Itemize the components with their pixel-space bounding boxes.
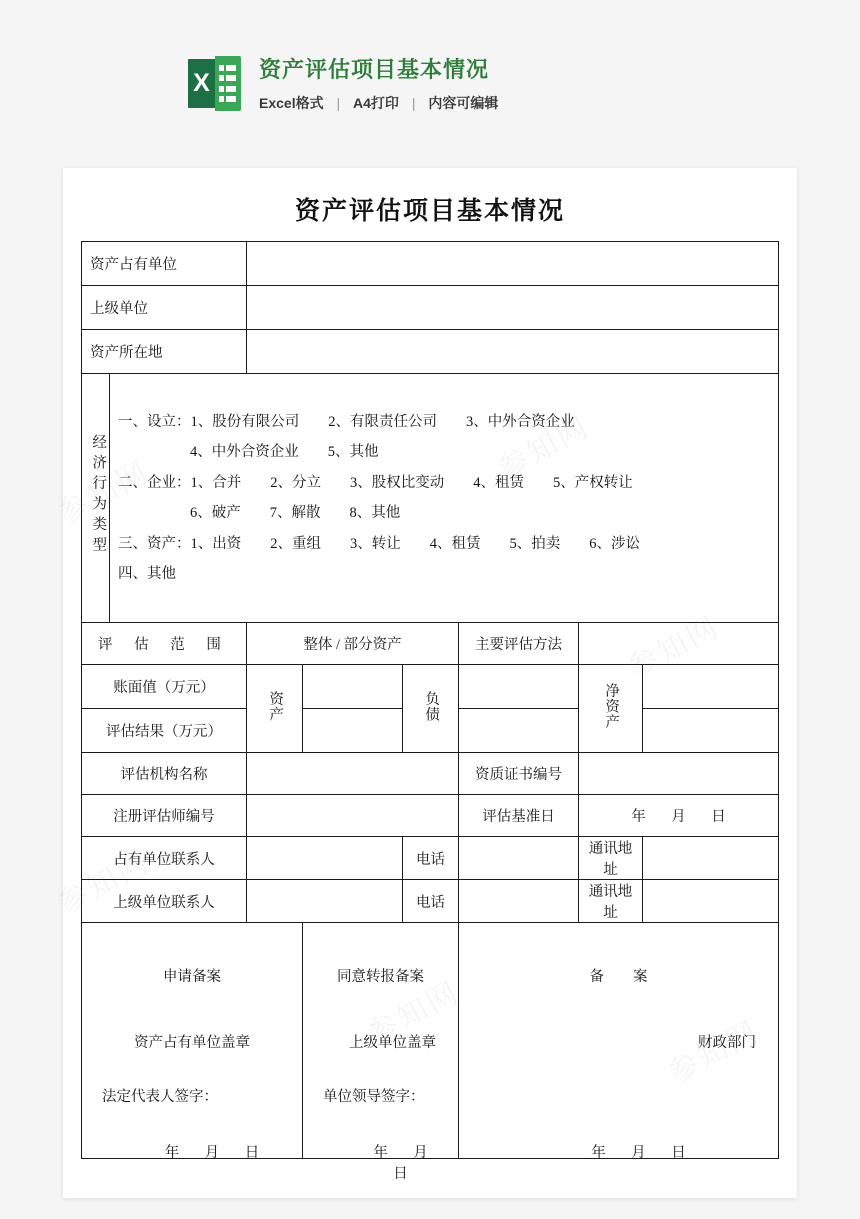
economic-behavior-vertical-label <box>81 374 109 623</box>
holder-phone-value[interactable] <box>458 837 578 880</box>
appraiser-no-value[interactable] <box>246 795 458 837</box>
liability-label <box>402 665 458 753</box>
header-sub-separator: | <box>336 95 341 111</box>
parent-address-label: 通讯地址 <box>578 880 642 923</box>
parent-unit-value[interactable] <box>246 286 778 330</box>
appraiser-no-label: 注册评估师编号 <box>81 795 246 837</box>
eco-items: 6、破产 7、解散 8、其他 <box>189 505 401 521</box>
header-inner <box>188 55 498 112</box>
eco-prefix: 二、企业： <box>117 474 191 491</box>
book-liability-value[interactable] <box>458 665 578 709</box>
excel-icon-grid-row <box>219 65 236 71</box>
result-liability-value[interactable] <box>458 709 578 753</box>
book-net-value[interactable] <box>642 665 778 709</box>
table-row-holder-contact <box>81 837 778 880</box>
holder-unit-label: 资产占有单位 <box>81 242 246 286</box>
excel-icon-grid-row <box>219 75 236 81</box>
record-seal-line: 上级单位盖章 <box>348 1035 436 1051</box>
economic-behavior-line <box>118 437 770 468</box>
record-date-month: 月 <box>631 1145 646 1161</box>
economic-behavior-options <box>109 374 778 623</box>
record-date-month: 月 <box>204 1145 220 1161</box>
record-seal-line: 资产占有单位盖章 <box>133 1035 250 1051</box>
document-sheet <box>63 168 797 1198</box>
table-row-records <box>81 923 778 1159</box>
eco-items: 1、出资 2、重组 3、转让 4、租赁 5、拍卖 6、涉讼 <box>190 535 640 552</box>
record-date-year: 年 <box>164 1145 180 1161</box>
table-row-appraiser <box>81 795 778 837</box>
result-net-value[interactable] <box>642 709 778 753</box>
table-row-economic-behavior <box>81 374 778 623</box>
record-date-year: 年 <box>373 1145 388 1161</box>
header-sub-separator: | <box>411 95 416 111</box>
base-date-label: 评估基准日 <box>458 795 578 837</box>
asset-appraisal-form <box>81 241 779 1182</box>
record-date[interactable] <box>467 1141 770 1162</box>
parent-unit-label: 上级单位 <box>81 286 246 330</box>
header-subtitle <box>259 94 498 112</box>
parent-phone-value[interactable] <box>458 880 578 923</box>
holder-contact-label: 占有单位联系人 <box>81 837 246 880</box>
economic-behavior-line <box>118 498 770 529</box>
result-value-label: 评估结果（万元） <box>81 709 246 753</box>
economic-behavior-line <box>118 559 770 590</box>
header-title: 资产评估项目基本情况 <box>259 57 490 82</box>
result-asset-value[interactable] <box>302 709 402 753</box>
record-date-ymd <box>579 1141 699 1162</box>
economic-behavior-vertical-text: 经济行为类型 <box>90 434 107 557</box>
cert-no-label: 资质证书编号 <box>458 753 578 795</box>
record-date-ymd <box>152 1141 272 1162</box>
holder-unit-value[interactable] <box>246 242 778 286</box>
parent-contact-value[interactable] <box>246 880 402 923</box>
page-header <box>0 0 860 150</box>
base-date-month: 月 <box>671 809 686 825</box>
book-asset-value[interactable] <box>302 665 402 709</box>
agency-name-value[interactable] <box>246 753 458 795</box>
eco-items: 1、合并 2、分立 3、股权比变动 4、租赁 5、产权转让 <box>190 474 633 491</box>
asset-location-value[interactable] <box>246 330 778 374</box>
base-date-day: 日 <box>711 809 726 825</box>
scope-label: 评 估 范 围 <box>81 623 246 665</box>
asset-label-text: 资产 <box>267 690 284 722</box>
holder-address-label: 通讯地址 <box>578 837 642 880</box>
net-asset-label-text: 净资产 <box>603 682 620 730</box>
parent-contact-label: 上级单位联系人 <box>81 880 246 923</box>
table-row-holder-unit <box>81 242 778 286</box>
economic-behavior-line <box>118 529 770 560</box>
liability-label-text: 负债 <box>423 690 440 722</box>
method-label: 主要评估方法 <box>458 623 578 665</box>
table-row-book-value <box>81 665 778 709</box>
record-box-application <box>81 923 302 1159</box>
page-title: 资产评估项目基本情况 <box>294 198 565 225</box>
record-signature-line[interactable]: 单位领导签字： <box>322 1089 425 1105</box>
record-date-day: 日 <box>671 1145 686 1161</box>
record-date-day: 日 <box>393 1166 408 1182</box>
record-date-day: 日 <box>244 1145 260 1161</box>
record-date-ymd <box>351 1141 450 1183</box>
base-date-value[interactable] <box>578 795 778 837</box>
table-row-asset-location <box>81 330 778 374</box>
holder-phone-label: 电话 <box>402 837 458 880</box>
cert-no-value[interactable] <box>578 753 778 795</box>
record-title: 同意转报备案 <box>336 969 424 985</box>
table-row-agency <box>81 753 778 795</box>
method-value[interactable] <box>578 623 778 665</box>
record-title: 备 案 <box>589 969 648 985</box>
asset-location-label: 资产所在地 <box>81 330 246 374</box>
record-date-month: 月 <box>413 1145 428 1161</box>
base-date-year: 年 <box>631 809 646 825</box>
excel-icon-letter: X <box>193 69 210 97</box>
table-row-parent-unit <box>81 286 778 330</box>
record-inner <box>311 923 450 1182</box>
record-inner <box>90 923 294 1161</box>
parent-phone-label: 电话 <box>402 880 458 923</box>
record-box-approval <box>302 923 458 1182</box>
parent-address-value[interactable] <box>642 880 778 923</box>
scope-value[interactable]: 整体 / 部分资产 <box>246 623 458 665</box>
header-sub-item-format: Excel格式 <box>259 95 324 111</box>
record-date[interactable] <box>90 1141 294 1162</box>
asset-label <box>246 665 302 753</box>
table-row-parent-contact <box>81 880 778 923</box>
economic-behavior-line <box>118 407 770 438</box>
excel-file-icon <box>188 56 241 111</box>
holder-contact-value[interactable] <box>246 837 402 880</box>
excel-icon-grid-row <box>219 96 236 102</box>
eco-prefix: 四、其他 <box>117 566 176 582</box>
net-asset-label <box>578 665 642 753</box>
eco-prefix: 一、设立： <box>117 413 191 430</box>
header-sub-item-print: A4打印 <box>353 95 399 111</box>
agency-name-label: 评估机构名称 <box>81 753 246 795</box>
base-date-ymd <box>619 805 739 826</box>
eco-items: 4、中外合资企业 5、其他 <box>189 444 379 460</box>
record-inner <box>467 923 770 1161</box>
record-date-year: 年 <box>591 1145 606 1161</box>
table-row-scope <box>81 623 778 665</box>
eco-items: 1、股份有限公司 2、有限责任公司 3、中外合资企业 <box>190 413 575 430</box>
record-box-filing <box>458 923 778 1159</box>
record-title: 申请备案 <box>162 969 221 985</box>
excel-icon-grid <box>219 65 236 102</box>
excel-icon-grid-row <box>219 86 236 92</box>
header-sub-item-editable: 内容可编辑 <box>428 95 499 111</box>
book-value-label: 账面值（万元） <box>81 665 246 709</box>
holder-address-value[interactable] <box>642 837 778 880</box>
record-seal-line: 财政部门 <box>698 1035 757 1051</box>
economic-behavior-line <box>118 468 770 499</box>
eco-prefix: 三、资产： <box>117 535 191 552</box>
record-signature-line[interactable]: 法定代表人签字： <box>101 1089 218 1105</box>
record-date[interactable] <box>311 1141 450 1183</box>
header-text-block <box>259 55 498 112</box>
